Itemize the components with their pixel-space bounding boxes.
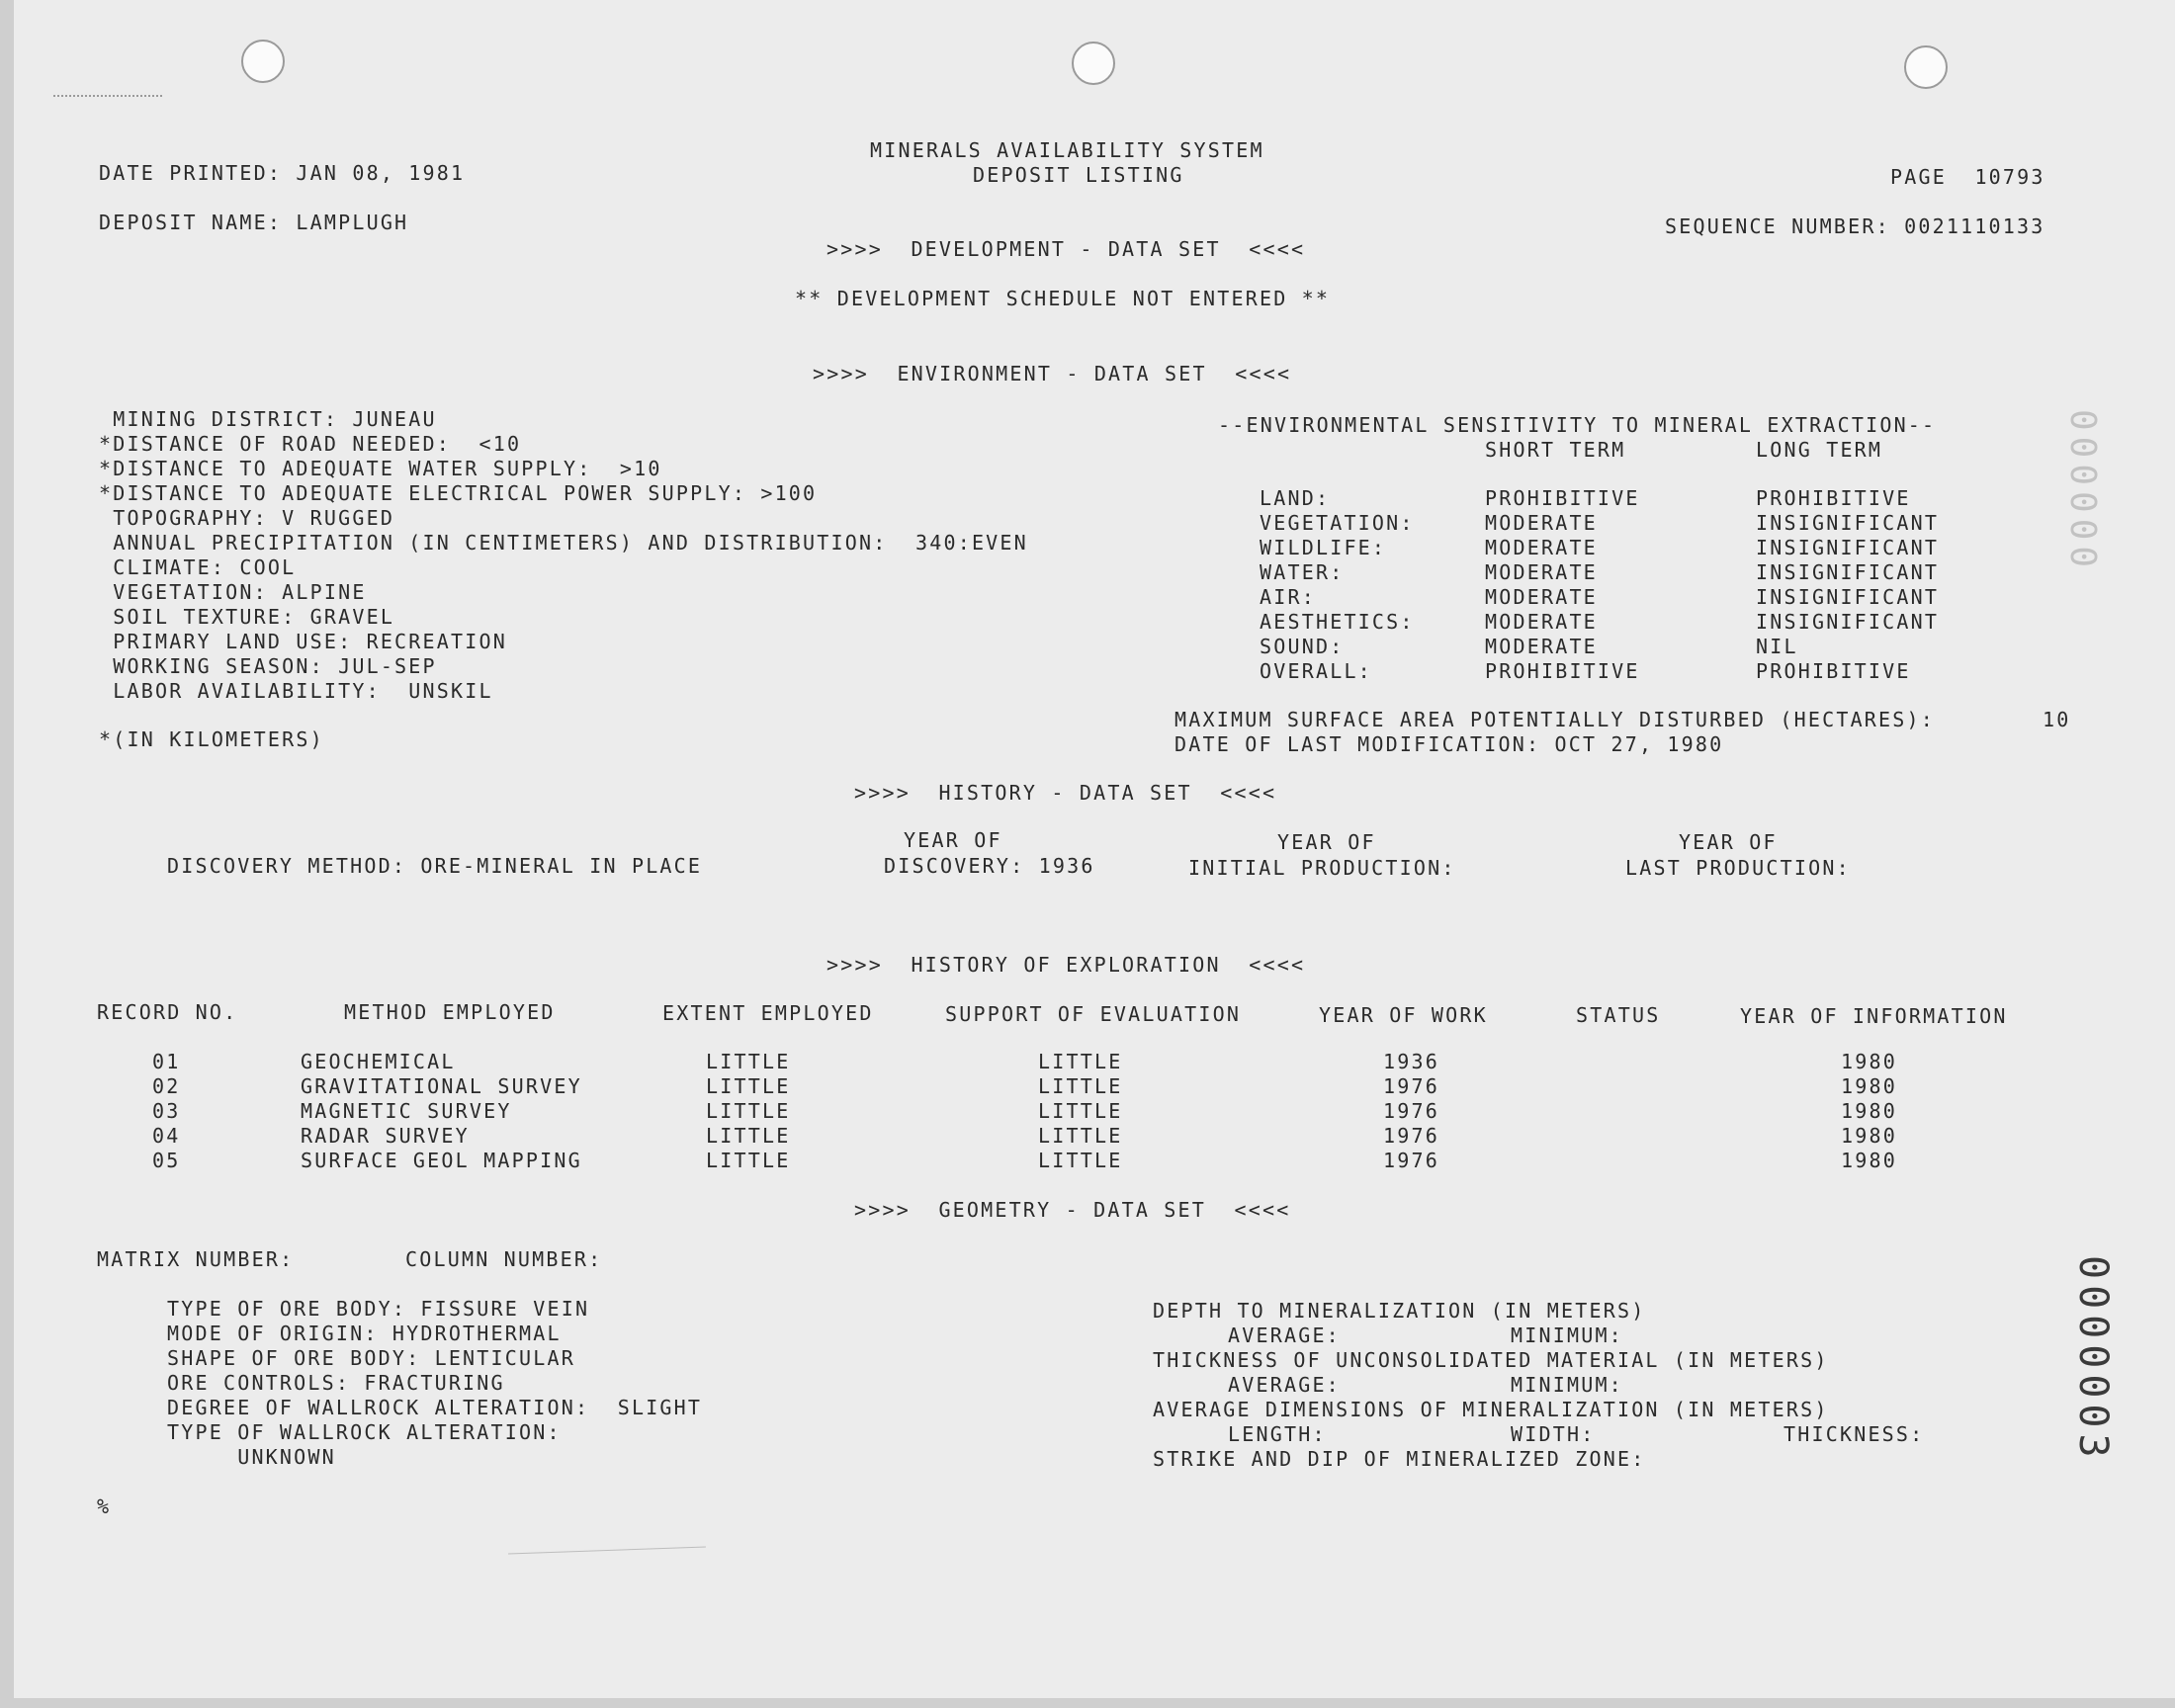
sensitivity-row <box>1260 585 2050 610</box>
paper-mark <box>508 1547 706 1555</box>
sensitivity-row <box>1260 511 2050 536</box>
short-term-label: SHORT TERM <box>1485 438 1626 462</box>
sensitivity-category: SOUND: <box>1260 635 1345 658</box>
thickness-average-label: AVERAGE: <box>1228 1373 1341 1397</box>
sensitivity-row <box>1260 610 2050 635</box>
short-term-value: MODERATE <box>1485 536 1598 559</box>
thickness-unconsolidated-label: THICKNESS OF UNCONSOLIDATED MATERIAL (IN METERS) <box>1153 1348 1829 1372</box>
env-line: CLIMATE: COOL <box>99 555 297 579</box>
date-printed: DATE PRINTED: JAN 08, 1981 <box>99 161 466 185</box>
long-term-value: INSIGNIFICANT <box>1756 560 1940 584</box>
binder-hole-left <box>241 40 285 83</box>
record-number: 01 <box>152 1050 181 1073</box>
table-row <box>14 1124 2175 1149</box>
deposit-name: DEPOSIT NAME: LAMPLUGH <box>99 211 409 234</box>
geometry-heading: >>>> GEOMETRY - DATA SET <<<< <box>854 1198 1291 1222</box>
year-of-discovery-label: YEAR OF <box>904 828 1002 852</box>
binder-hole-center <box>1072 42 1115 85</box>
geometry-line: MODE OF ORIGIN: HYDROTHERMAL <box>167 1322 562 1345</box>
method-employed: SURFACE GEOL MAPPING <box>301 1149 582 1172</box>
sequence-number: SEQUENCE NUMBER: 0021110133 <box>1665 214 2045 238</box>
method-employed: RADAR SURVEY <box>301 1124 470 1148</box>
table-row <box>14 1050 2175 1074</box>
year-of-work: 1976 <box>1383 1074 1439 1098</box>
length-label: LENGTH: <box>1228 1422 1327 1446</box>
kilometers-footnote: *(IN KILOMETERS) <box>99 727 324 751</box>
short-term-value: PROHIBITIVE <box>1485 659 1640 683</box>
long-term-value: PROHIBITIVE <box>1756 659 1911 683</box>
sensitivity-category: VEGETATION: <box>1260 511 1415 535</box>
last-modification-date: DATE OF LAST MODIFICATION: OCT 27, 1980 <box>1174 732 1724 756</box>
year-of-information: 1980 <box>1841 1124 1897 1148</box>
geometry-line: UNKNOWN <box>167 1445 336 1469</box>
matrix-number: MATRIX NUMBER: <box>97 1247 295 1271</box>
dimensions-label: AVERAGE DIMENSIONS OF MINERALIZATION (IN METERS) <box>1153 1398 1829 1421</box>
env-line: VEGETATION: ALPINE <box>99 580 367 604</box>
environment-heading: >>>> ENVIRONMENT - DATA SET <<<< <box>813 362 1292 385</box>
record-number: 02 <box>152 1074 181 1098</box>
sensitivity-category: WATER: <box>1260 560 1345 584</box>
long-term-label: LONG TERM <box>1756 438 1883 462</box>
thickness-label: THICKNESS: <box>1784 1422 1925 1446</box>
depth-average-label: AVERAGE: <box>1228 1324 1341 1347</box>
env-line: *DISTANCE TO ADEQUATE WATER SUPPLY: >10 <box>99 457 662 480</box>
support-of-evaluation: LITTLE <box>1038 1124 1123 1148</box>
sensitivity-category: AIR: <box>1260 585 1316 609</box>
record-number: 05 <box>152 1149 181 1172</box>
development-heading: >>>> DEVELOPMENT - DATA SET <<<< <box>826 237 1306 261</box>
system-title: MINERALS AVAILABILITY SYSTEM <box>870 138 1264 162</box>
short-term-value: MODERATE <box>1485 635 1598 658</box>
extent-employed: LITTLE <box>706 1099 791 1123</box>
extent-employed: LITTLE <box>706 1149 791 1172</box>
short-term-value: MODERATE <box>1485 560 1598 584</box>
paper-mark <box>53 95 162 97</box>
env-line: WORKING SEASON: JUL-SEP <box>99 654 437 678</box>
margin-number-faint: 000000 <box>2062 409 2103 574</box>
record-number: 04 <box>152 1124 181 1148</box>
column-number: COLUMN NUMBER: <box>405 1247 603 1271</box>
year-of-information: 1980 <box>1841 1074 1897 1098</box>
column-header: YEAR OF INFORMATION <box>1740 1004 2008 1028</box>
column-header: RECORD NO. <box>97 1000 238 1024</box>
sensitivity-row <box>1260 560 2050 585</box>
support-of-evaluation: LITTLE <box>1038 1074 1123 1098</box>
depth-minimum-label: MINIMUM: <box>1511 1324 1623 1347</box>
width-label: WIDTH: <box>1511 1422 1596 1446</box>
sensitivity-category: LAND: <box>1260 486 1331 510</box>
long-term-value: INSIGNIFICANT <box>1756 610 1940 634</box>
year-of-last-label: YEAR OF <box>1679 830 1778 854</box>
env-line: ANNUAL PRECIPITATION (IN CENTIMETERS) AND DISTRIBUTION: 340:EVEN <box>99 531 1028 555</box>
env-line: *DISTANCE OF ROAD NEEDED: <10 <box>99 432 522 456</box>
table-row <box>14 1099 2175 1124</box>
year-of-work: 1976 <box>1383 1099 1439 1123</box>
geometry-line: DEGREE OF WALLROCK ALTERATION: SLIGHT <box>167 1396 703 1419</box>
extent-employed: LITTLE <box>706 1124 791 1148</box>
env-line: LABOR AVAILABILITY: UNSKIL <box>99 679 493 703</box>
short-term-value: MODERATE <box>1485 610 1598 634</box>
sensitivity-row <box>1260 536 2050 560</box>
short-term-value: MODERATE <box>1485 585 1598 609</box>
table-row <box>14 1149 2175 1173</box>
method-employed: GRAVITATIONAL SURVEY <box>301 1074 582 1098</box>
year-of-initial-label: YEAR OF <box>1277 830 1376 854</box>
printout-sheet <box>14 0 2175 1698</box>
column-header: YEAR OF WORK <box>1319 1003 1488 1027</box>
column-header: STATUS <box>1576 1003 1661 1027</box>
sensitivity-row <box>1260 659 2050 684</box>
short-term-value: PROHIBITIVE <box>1485 486 1640 510</box>
geometry-line: SHAPE OF ORE BODY: LENTICULAR <box>167 1346 575 1370</box>
max-surface-value: 10 <box>2043 708 2071 731</box>
year-of-work: 1976 <box>1383 1124 1439 1148</box>
extent-employed: LITTLE <box>706 1074 791 1098</box>
last-production: LAST PRODUCTION: <box>1625 856 1851 880</box>
column-header: SUPPORT OF EVALUATION <box>945 1002 1242 1026</box>
development-note: ** DEVELOPMENT SCHEDULE NOT ENTERED ** <box>795 287 1331 310</box>
record-number: 03 <box>152 1099 181 1123</box>
env-line: MINING DISTRICT: JUNEAU <box>99 407 437 431</box>
short-term-value: MODERATE <box>1485 511 1598 535</box>
year-of-work: 1976 <box>1383 1149 1439 1172</box>
year-of-information: 1980 <box>1841 1050 1897 1073</box>
depth-label: DEPTH TO MINERALIZATION (IN METERS) <box>1153 1299 1646 1323</box>
page-number: PAGE 10793 <box>1890 165 2045 189</box>
support-of-evaluation: LITTLE <box>1038 1149 1123 1172</box>
binder-hole-right <box>1904 45 1948 89</box>
discovery-method: DISCOVERY METHOD: ORE-MINERAL IN PLACE <box>167 854 703 878</box>
extent-employed: LITTLE <box>706 1050 791 1073</box>
env-line: TOPOGRAPHY: V RUGGED <box>99 506 395 530</box>
year-of-information: 1980 <box>1841 1099 1897 1123</box>
method-employed: MAGNETIC SURVEY <box>301 1099 512 1123</box>
env-line: PRIMARY LAND USE: RECREATION <box>99 630 507 653</box>
thickness-minimum-label: MINIMUM: <box>1511 1373 1623 1397</box>
year-of-work: 1936 <box>1383 1050 1439 1073</box>
long-term-value: PROHIBITIVE <box>1756 486 1911 510</box>
column-header: METHOD EMPLOYED <box>344 1000 556 1024</box>
long-term-value: INSIGNIFICANT <box>1756 511 1940 535</box>
sensitivity-row <box>1260 635 2050 659</box>
end-mark: % <box>97 1494 112 1518</box>
exploration-heading: >>>> HISTORY OF EXPLORATION <<<< <box>826 953 1306 977</box>
method-employed: GEOCHEMICAL <box>301 1050 456 1073</box>
margin-number: 0000003 <box>2070 1255 2116 1464</box>
strike-dip-label: STRIKE AND DIP OF MINERALIZED ZONE: <box>1153 1447 1646 1471</box>
report-subtitle: DEPOSIT LISTING <box>973 163 1184 187</box>
long-term-value: INSIGNIFICANT <box>1756 585 1940 609</box>
column-header: EXTENT EMPLOYED <box>662 1001 874 1025</box>
geometry-line: ORE CONTROLS: FRACTURING <box>167 1371 505 1395</box>
sensitivity-category: OVERALL: <box>1260 659 1372 683</box>
initial-production: INITIAL PRODUCTION: <box>1188 856 1456 880</box>
geometry-line: TYPE OF ORE BODY: FISSURE VEIN <box>167 1297 590 1321</box>
support-of-evaluation: LITTLE <box>1038 1050 1123 1073</box>
discovery-year: DISCOVERY: 1936 <box>884 854 1095 878</box>
year-of-information: 1980 <box>1841 1149 1897 1172</box>
sensitivity-title: --ENVIRONMENTAL SENSITIVITY TO MINERAL EXTRACTION-- <box>1218 413 1937 437</box>
sensitivity-category: WILDLIFE: <box>1260 536 1387 559</box>
max-surface-label: MAXIMUM SURFACE AREA POTENTIALLY DISTURBED (HECTARES): <box>1174 708 1936 731</box>
geometry-line: TYPE OF WALLROCK ALTERATION: <box>167 1420 562 1444</box>
env-line: *DISTANCE TO ADEQUATE ELECTRICAL POWER SUPPLY: >100 <box>99 481 818 505</box>
long-term-value: INSIGNIFICANT <box>1756 536 1940 559</box>
env-line: SOIL TEXTURE: GRAVEL <box>99 605 395 629</box>
table-row <box>14 1074 2175 1099</box>
support-of-evaluation: LITTLE <box>1038 1099 1123 1123</box>
long-term-value: NIL <box>1756 635 1798 658</box>
sensitivity-category: AESTHETICS: <box>1260 610 1415 634</box>
sensitivity-row <box>1260 486 2050 511</box>
history-heading: >>>> HISTORY - DATA SET <<<< <box>854 781 1277 805</box>
